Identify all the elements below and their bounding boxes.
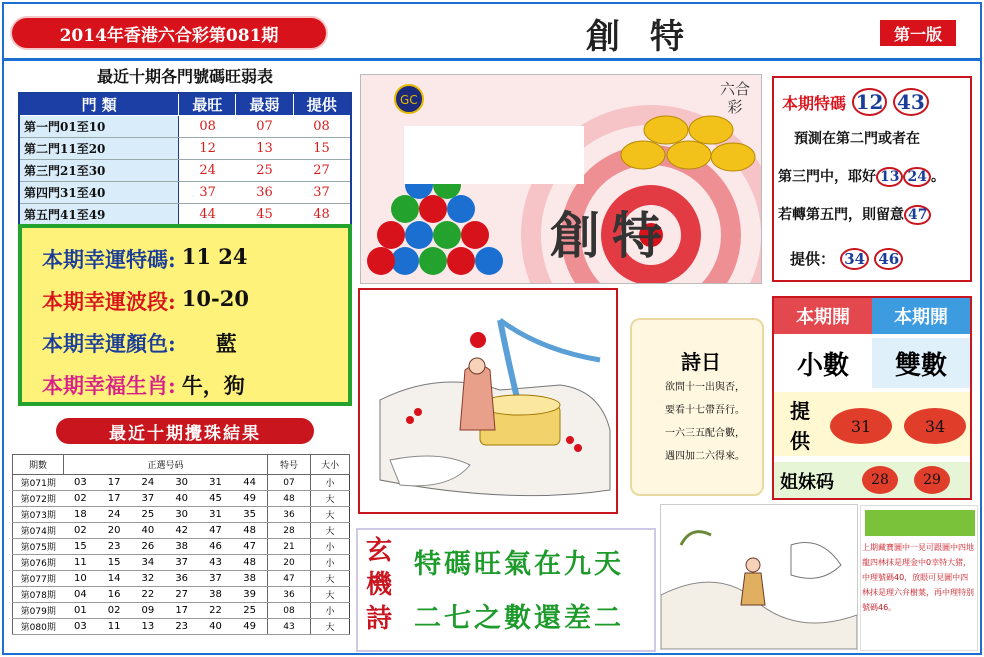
cell: 11 bbox=[64, 555, 98, 571]
luck-value: 11 24 bbox=[181, 244, 248, 269]
well-scene bbox=[360, 290, 616, 512]
lottery-balls-icon bbox=[367, 171, 503, 275]
give-label: 提供： bbox=[790, 250, 836, 268]
cell: 17 bbox=[97, 491, 131, 507]
cell: 08 bbox=[179, 116, 236, 138]
cell: 第079期 bbox=[13, 603, 64, 619]
note-picture bbox=[865, 510, 975, 536]
table-row bbox=[19, 204, 351, 227]
cell: 30 bbox=[165, 507, 199, 523]
cell: 第072期 bbox=[13, 491, 64, 507]
hint-poem-line: 特碼旺氣在九天 bbox=[414, 549, 624, 580]
door-table-title: 最近十期各門號碼旺弱表 bbox=[96, 67, 273, 86]
predict-text: 若轉第五門，則留意 bbox=[778, 207, 904, 223]
col-header: 最旺 bbox=[179, 93, 236, 116]
cell: 34 bbox=[131, 555, 165, 571]
cell: 36 bbox=[268, 587, 311, 603]
open-header: 本期開 bbox=[774, 298, 872, 334]
table-row bbox=[13, 587, 350, 603]
illustration-well bbox=[358, 288, 618, 514]
cell: 09 bbox=[131, 603, 165, 619]
cell: 43 bbox=[268, 619, 311, 635]
luck-label: 本期幸運波段: bbox=[42, 289, 176, 314]
brand-text: 六合彩 bbox=[720, 80, 751, 116]
cell: 28 bbox=[268, 523, 311, 539]
cell: 36 bbox=[268, 507, 311, 523]
open-value: 雙數 bbox=[872, 338, 970, 388]
cell: 30 bbox=[165, 475, 199, 491]
predict-line bbox=[778, 204, 931, 225]
door-table bbox=[18, 92, 352, 227]
hint-poem-line: 二七之數還差二 bbox=[414, 603, 624, 634]
luck-label: 本期幸福生肖: bbox=[42, 373, 176, 398]
cell: 37 bbox=[293, 182, 351, 204]
cell: 36 bbox=[165, 571, 199, 587]
code-circle: 34 bbox=[840, 248, 869, 270]
cell: 第071期 bbox=[13, 475, 64, 491]
row-label: 第三門21至30 bbox=[19, 160, 179, 182]
results-header bbox=[13, 455, 350, 475]
luck-row bbox=[42, 328, 237, 358]
results-title: 最近十期攪珠結果 bbox=[56, 418, 314, 444]
cell: 17 bbox=[165, 603, 199, 619]
special-code-label: 本期特碼 bbox=[782, 94, 847, 113]
predict-line: 預測在第二門或者在 bbox=[794, 131, 920, 147]
luck-label: 本期幸運顏色: bbox=[42, 331, 176, 356]
cell: 大 bbox=[311, 523, 350, 539]
cell: 15 bbox=[64, 539, 98, 555]
cell: 36 bbox=[236, 182, 293, 204]
open-box bbox=[772, 296, 972, 500]
issue-title: 2014年香港六合彩第081期 bbox=[10, 16, 328, 50]
cell: 24 bbox=[179, 160, 236, 182]
cell: 16 bbox=[97, 587, 131, 603]
cell: 48 bbox=[293, 204, 351, 227]
cell: 小 bbox=[311, 555, 350, 571]
cell: 第076期 bbox=[13, 555, 64, 571]
code-circle: 24 bbox=[903, 167, 930, 187]
table-row bbox=[19, 116, 351, 138]
col-header: 正選号码 bbox=[64, 455, 268, 475]
cell: 46 bbox=[199, 539, 233, 555]
col-header: 特号 bbox=[268, 455, 311, 475]
cell: 02 bbox=[64, 491, 98, 507]
luck-row bbox=[42, 286, 249, 316]
path-scene bbox=[661, 505, 857, 649]
special-code-row bbox=[782, 88, 929, 116]
cell: 35 bbox=[232, 507, 267, 523]
sister-pill: 28 bbox=[862, 466, 898, 494]
cell: 03 bbox=[64, 619, 98, 635]
cell: 第078期 bbox=[13, 587, 64, 603]
cell: 49 bbox=[232, 619, 267, 635]
cell: 17 bbox=[97, 475, 131, 491]
cell: 40 bbox=[165, 491, 199, 507]
col-header: 提供 bbox=[293, 93, 351, 116]
give-label: 提供 bbox=[790, 399, 810, 453]
table-row bbox=[13, 475, 350, 491]
cell: 小 bbox=[311, 475, 350, 491]
code-circle: 12 bbox=[852, 88, 888, 116]
cell: 25 bbox=[232, 603, 267, 619]
cell: 38 bbox=[199, 587, 233, 603]
cell: 23 bbox=[97, 539, 131, 555]
cell: 40 bbox=[131, 523, 165, 539]
table-row bbox=[19, 160, 351, 182]
cell: 02 bbox=[64, 523, 98, 539]
code-circle: 46 bbox=[874, 248, 903, 270]
table-row bbox=[13, 571, 350, 587]
cell: 01 bbox=[64, 603, 98, 619]
cell: 18 bbox=[64, 507, 98, 523]
cell: 第074期 bbox=[13, 523, 64, 539]
col-header: 門 類 bbox=[19, 93, 179, 116]
cell: 11 bbox=[97, 619, 131, 635]
cell: 03 bbox=[64, 475, 98, 491]
cell: 22 bbox=[131, 587, 165, 603]
table-row bbox=[13, 539, 350, 555]
cell: 27 bbox=[293, 160, 351, 182]
cell: 37 bbox=[199, 571, 233, 587]
note-text: 上期藏寶圖中一見可跟圖中四地龍四林抹是理金中0幸特大猪，中理號碼40，放眼可見圖中四林抹是理六弁樹葉，再中理特别號碼46。 bbox=[862, 543, 974, 612]
cell: 大 bbox=[311, 587, 350, 603]
code-circle: 43 bbox=[893, 88, 929, 116]
cell: 27 bbox=[165, 587, 199, 603]
cell: 39 bbox=[232, 587, 267, 603]
cell: 08 bbox=[268, 603, 311, 619]
blank-box bbox=[404, 126, 584, 184]
cell: 38 bbox=[165, 539, 199, 555]
logo-text: GC bbox=[400, 93, 418, 107]
cell: 26 bbox=[131, 539, 165, 555]
poem-title: 詩日 bbox=[681, 350, 721, 374]
cell: 12 bbox=[179, 138, 236, 160]
cell: 47 bbox=[268, 571, 311, 587]
cell: 25 bbox=[131, 507, 165, 523]
door-table-header bbox=[19, 93, 351, 116]
cell: 37 bbox=[179, 182, 236, 204]
row-label: 第五門41至49 bbox=[19, 204, 179, 227]
cell: 38 bbox=[232, 571, 267, 587]
cell: 08 bbox=[293, 116, 351, 138]
open-value: 小數 bbox=[774, 338, 872, 388]
banner-title: 創特 bbox=[550, 206, 674, 265]
cell: 24 bbox=[97, 507, 131, 523]
hint-poem-label: 玄機詩 bbox=[366, 536, 393, 634]
cell: 49 bbox=[232, 491, 267, 507]
main-title: 創特 bbox=[586, 16, 714, 57]
give-pill: 34 bbox=[904, 408, 966, 444]
header-divider bbox=[4, 58, 980, 61]
results-table bbox=[12, 454, 350, 635]
cell: 24 bbox=[131, 475, 165, 491]
cell: 45 bbox=[199, 491, 233, 507]
cell: 40 bbox=[199, 619, 233, 635]
cell: 07 bbox=[268, 475, 311, 491]
cell: 48 bbox=[268, 491, 311, 507]
cell: 07 bbox=[236, 116, 293, 138]
cell: 23 bbox=[165, 619, 199, 635]
row-label: 第一門01至10 bbox=[19, 116, 179, 138]
cell: 47 bbox=[232, 539, 267, 555]
col-header: 期數 bbox=[13, 455, 64, 475]
cell: 13 bbox=[131, 619, 165, 635]
open-header: 本期開 bbox=[872, 298, 970, 334]
row-label: 第二門11至20 bbox=[19, 138, 179, 160]
cell: 第075期 bbox=[13, 539, 64, 555]
cell: 31 bbox=[199, 475, 233, 491]
illustration-path bbox=[660, 504, 858, 650]
cell: 大 bbox=[311, 491, 350, 507]
cell: 10 bbox=[64, 571, 98, 587]
luck-box bbox=[18, 224, 352, 406]
cell: 37 bbox=[165, 555, 199, 571]
table-row bbox=[19, 182, 351, 204]
luck-value: 藍 bbox=[215, 331, 237, 356]
cell: 45 bbox=[236, 204, 293, 227]
cell: 43 bbox=[199, 555, 233, 571]
predict-line bbox=[778, 166, 945, 187]
table-row bbox=[13, 555, 350, 571]
col-header: 最弱 bbox=[236, 93, 293, 116]
give-line bbox=[790, 248, 903, 270]
cell: 04 bbox=[64, 587, 98, 603]
cell: 大 bbox=[311, 571, 350, 587]
row-label: 第四門31至40 bbox=[19, 182, 179, 204]
cell: 第077期 bbox=[13, 571, 64, 587]
cell: 32 bbox=[131, 571, 165, 587]
luck-value: 10-20 bbox=[181, 286, 249, 311]
cell: 22 bbox=[199, 603, 233, 619]
cell: 48 bbox=[232, 555, 267, 571]
cell: 42 bbox=[165, 523, 199, 539]
table-row bbox=[13, 507, 350, 523]
cell: 48 bbox=[232, 523, 267, 539]
col-header: 大小 bbox=[311, 455, 350, 475]
poem-line: 遇四加二六得來。 bbox=[665, 451, 745, 462]
predict-text: 。 bbox=[930, 169, 945, 185]
cell: 31 bbox=[199, 507, 233, 523]
poem-line: 一六三五配合數， bbox=[665, 428, 745, 439]
table-row bbox=[13, 523, 350, 539]
special-code-box bbox=[772, 76, 972, 282]
table-row bbox=[13, 603, 350, 619]
predict-text: 第三門中，耶好 bbox=[778, 169, 876, 185]
cell: 20 bbox=[97, 523, 131, 539]
table-row bbox=[13, 491, 350, 507]
cell: 15 bbox=[97, 555, 131, 571]
cell: 02 bbox=[97, 603, 131, 619]
poem-line: 要看十七帶吾行。 bbox=[665, 405, 745, 416]
cell: 44 bbox=[179, 204, 236, 227]
luck-value: 牛，狗 bbox=[181, 373, 245, 398]
cell: 44 bbox=[232, 475, 267, 491]
cell: 15 bbox=[293, 138, 351, 160]
poem-line: 欲問十一出與否， bbox=[665, 382, 745, 393]
cell: 第073期 bbox=[13, 507, 64, 523]
luck-row bbox=[42, 370, 245, 400]
table-row bbox=[19, 138, 351, 160]
cell: 小 bbox=[311, 539, 350, 555]
give-pill: 31 bbox=[830, 408, 892, 444]
cell: 25 bbox=[236, 160, 293, 182]
cell: 13 bbox=[236, 138, 293, 160]
luck-label: 本期幸運特碼: bbox=[42, 247, 176, 272]
cell: 14 bbox=[97, 571, 131, 587]
cell: 21 bbox=[268, 539, 311, 555]
cell: 47 bbox=[199, 523, 233, 539]
sister-label: 姐妹码 bbox=[780, 472, 834, 493]
code-circle: 13 bbox=[876, 167, 903, 187]
luck-row bbox=[42, 244, 248, 274]
sister-pill: 29 bbox=[914, 466, 950, 494]
cell: 37 bbox=[131, 491, 165, 507]
cell: 20 bbox=[268, 555, 311, 571]
cell: 第080期 bbox=[13, 619, 64, 635]
poem-body bbox=[648, 376, 762, 468]
table-row bbox=[13, 619, 350, 635]
cell: 大 bbox=[311, 507, 350, 523]
code-circle: 47 bbox=[904, 205, 931, 225]
brand-logo bbox=[395, 85, 423, 113]
version-badge: 第一版 bbox=[878, 18, 958, 48]
cell: 小 bbox=[311, 603, 350, 619]
cell: 大 bbox=[311, 619, 350, 635]
